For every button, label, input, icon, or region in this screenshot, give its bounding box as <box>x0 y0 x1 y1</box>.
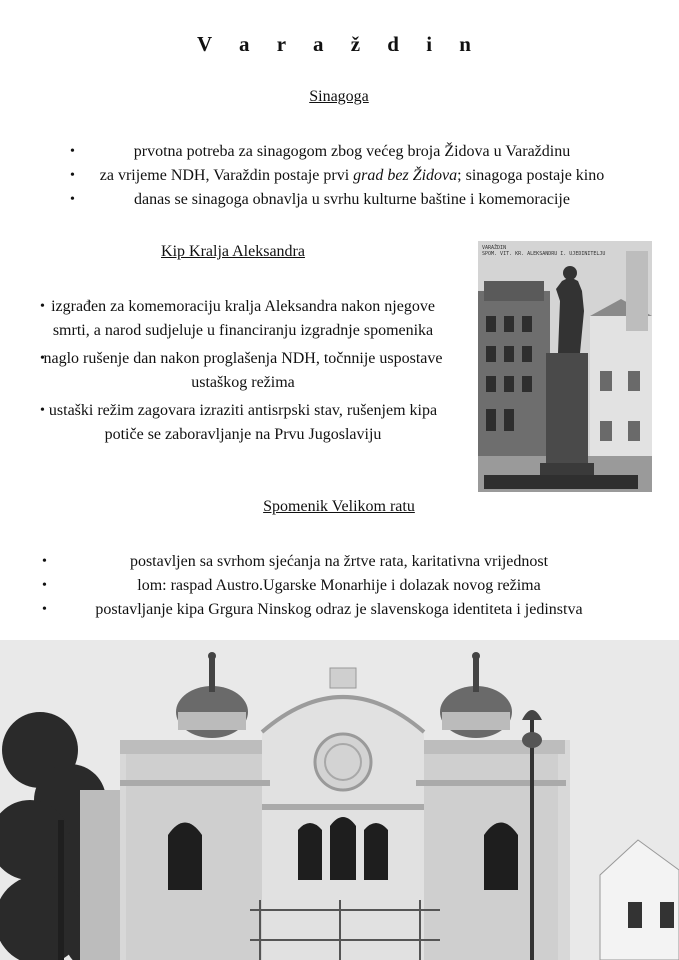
statue-photo-image <box>478 241 652 492</box>
heading-spomenik: Spomenik Velikom ratu <box>263 498 415 515</box>
list-item: • ustaški režim zagovara izraziti antisrpski stav, rušenjem kipa potiče se zaboravljanje na Prvu Jugoslaviju <box>32 399 454 447</box>
statue-photo-caption: VARAŽDIN SPOM. VIT. KR. ALEKSANDRU I. UJEDINITELJU <box>482 245 606 257</box>
list-item-text: za vrijeme NDH, Varaždin postaje prvi grad bez Židova; sinagoga postaje kino <box>99 167 605 184</box>
synagogue-photo-image <box>0 640 679 960</box>
spomenik-list <box>36 550 642 622</box>
list-item: • prvotna potreba za sinagogom zbog većeg broja Židova u Varaždinu <box>62 140 642 164</box>
list-item: • naglo rušenje dan nakon proglašenja NDH, točnnije uspostave ustaškog režima <box>32 347 454 395</box>
sinagoga-list <box>62 140 642 212</box>
heading-sinagoga: Sinagoga <box>309 88 369 105</box>
kip-list <box>32 295 454 447</box>
list-item: • lom: raspad Austro.Ugarske Monarhije i dolazak novog režima <box>36 574 642 598</box>
synagogue-photo <box>0 640 679 960</box>
statue-photo <box>478 241 652 492</box>
list-item: • postavljen sa svrhom sjećanja na žrtve rata, karitativna vrijednost <box>36 550 642 574</box>
list-item: • postavljanje kipa Grgura Ninskog odraz je slavenskoga identiteta i jedinstva <box>36 598 642 622</box>
page-title: V a r a ž d i n <box>197 32 482 56</box>
list-item: • izgrađen za komemoraciju kralja Aleksandra nakon njegove smrti, a narod sudjeluje u financiranju izgradnje spomenika <box>32 295 454 343</box>
list-item <box>62 164 642 188</box>
heading-kip: Kip Kralja Aleksandra <box>161 243 305 260</box>
list-item: • danas se sinagoga obnavlja u svrhu kulturne baštine i komemoracije <box>62 188 642 212</box>
